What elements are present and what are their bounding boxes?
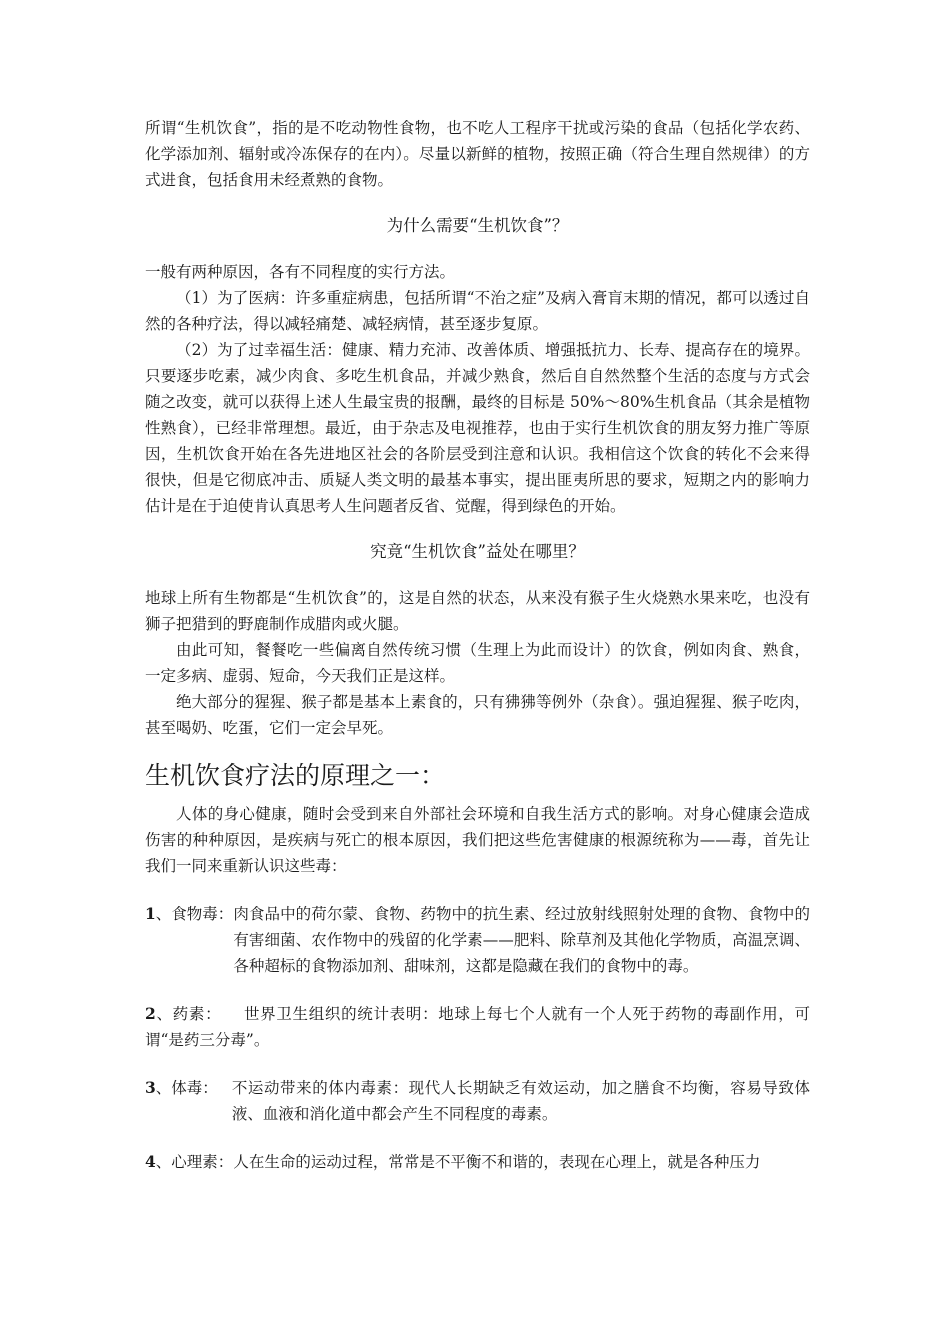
reason-1-paragraph: （1）为了医病：许多重症病患，包括所谓“不治之症”及病入膏肓末期的情况，都可以透过自然的各种疗法，得以减轻痛楚、减轻病情，甚至逐步复原。 bbox=[145, 289, 810, 333]
reason-2-paragraph: （2）为了过幸福生活：健康、精力充沛、改善体质、增强抵抗力、长寿、提高存在的境界。只要逐步吃素，减少肉食、多吃生机食品，并减少熟食，然后自自然然整个生活的态度与方式会随之改变，就可以获得上述人生最宝贵的报酬，最终的目标是 50%～80%生机食品（其余是植物性熟食），已经非常理想。最近，由于杂志及电视推荐，也由于实行生机饮食的朋友努力推广等原因，生机饮食开始在各先进地区社会的各阶层受到注意和认识。我相信这个饮食的转化不会来得很快，但是它彻底冲击、质疑人类文明的最基本事实，提出匪夷所思的要求，短期之内的影响力估计是在于迫使肯认真思考人生问题者反省、觉醒，得到绿色的开始。 bbox=[145, 341, 810, 515]
toxin-text: 世界卫生组织的统计表明：地球上每七个人就有一个人死于药物的毒副作用，可谓“是药三分毒”。 bbox=[145, 1005, 810, 1049]
toxin-item-drug bbox=[145, 1001, 810, 1053]
toxin-number: 2 bbox=[145, 1004, 156, 1023]
benefit-paragraph-1: 地球上所有生物都是“生机饮食”的，这是自然的状态，从来没有猴子生火烧熟水果来吃，也没有狮子把猎到的野鹿制作成腊肉或火腿。 bbox=[145, 589, 810, 633]
document-page bbox=[145, 115, 810, 1175]
benefit-paragraph-2: 由此可知，餐餐吃一些偏离自然传统习惯（生理上为此而设计）的饮食，例如肉食、熟食，一定多病、虚弱、短命，今天我们正是这样。 bbox=[145, 641, 810, 685]
section-title: 生机饮食疗法的原理之一： bbox=[145, 761, 446, 790]
toxin-number: 1 bbox=[145, 904, 156, 923]
benefit-paragraph-3: 绝大部分的猩猩、猴子都是基本上素食的，只有狒狒等例外（杂食）。强迫猩猩、猴子吃肉，甚至喝奶、吃蛋，它们一定会早死。 bbox=[145, 693, 810, 737]
toxin-item-body bbox=[145, 1075, 810, 1127]
toxin-number: 3 bbox=[145, 1078, 156, 1097]
toxin-label: 、食物毒： bbox=[155, 905, 234, 923]
principle-paragraph: 人体的身心健康，随时会受到来自外部社会环境和自我生活方式的影响。对身心健康会造成伤害的种种原因，是疾病与死亡的根本原因，我们把这些危害健康的根源统称为——毒，首先让我们一同来重新认识这些毒： bbox=[145, 805, 810, 875]
toxin-item-food bbox=[145, 901, 810, 979]
toxin-number: 4 bbox=[145, 1152, 156, 1171]
toxin-label: 、心理素： bbox=[155, 1153, 234, 1171]
toxin-text: 肉食品中的荷尔蒙、食物、药物中的抗生素、经过放射线照射处理的食物、食物中的有害细菌、农作物中的残留的化学素——肥料、除草剂及其他化学物质，高温烹调、各种超标的食物添加剂、甜味剂，这都是隐藏在我们的食物中的毒。 bbox=[233, 905, 810, 975]
toxin-text: 不运动带来的体内毒素：现代人长期缺乏有效运动，加之膳食不均衡，容易导致体液、血液和消化道中都会产生不同程度的毒素。 bbox=[231, 1079, 810, 1123]
intro-paragraph: 所谓“生机饮食”，指的是不吃动物性食物，也不吃人工程序干扰或污染的食品（包括化学农药、化学添加剂、辐射或冷冻保存的在内）。尽量以新鲜的植物，按照正确（符合生理自然规律）的方式进食，包括食用未经煮熟的食物。 bbox=[145, 119, 810, 189]
toxin-item-psych bbox=[145, 1149, 810, 1175]
heading-why: 为什么需要“生机饮食”？ bbox=[386, 216, 569, 235]
heading-benefits: 究竟“生机饮食”益处在哪里？ bbox=[370, 542, 585, 561]
reasons-intro: 一般有两种原因，各有不同程度的实行方法。 bbox=[145, 263, 456, 281]
toxin-label: 、药素： bbox=[155, 1005, 222, 1023]
toxin-label: 、体毒： bbox=[155, 1079, 218, 1097]
toxin-text: 人在生命的运动过程，常常是不平衡不和谐的，表现在心理上，就是各种压力 bbox=[233, 1153, 761, 1171]
